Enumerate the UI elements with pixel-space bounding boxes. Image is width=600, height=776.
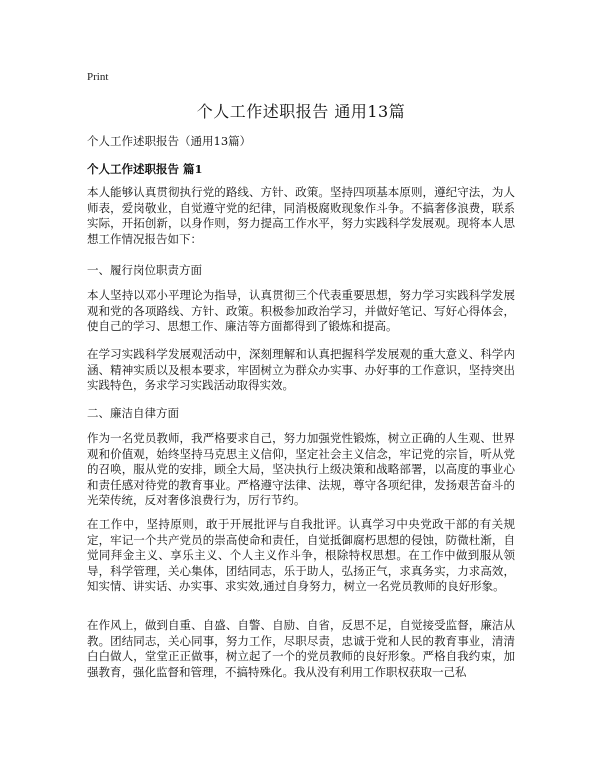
section-heading: 个人工作述职报告 篇1 bbox=[87, 162, 203, 176]
subheading-integrity: 二、廉洁自律方面 bbox=[87, 406, 179, 420]
paragraph-intro: 本人能够认真贯彻执行党的路线、方针、政策。坚持四项基本原则，遵纪守法，为人师表，爱岗敬业，自觉遵守党的纪律，同消极腐败现象作斗争。不搞奢侈浪费，联系实际，开拓创新，以身作则，努力提高工作水平，努力实践科学发展观。现将本人思想工作情况报告如下： bbox=[87, 185, 515, 246]
paragraph-style: 在作风上，做到自重、自盛、自警、自励、自省，反思不足，自觉接受监督，廉洁从教。团结同志，关心同事，努力工作，尽职尽责，忠诚于党和人民的教育事业，清清白白做人，堂堂正正做事，树立起了一个的党员教师的良好形象。严格自我约束，加强教育，强化监督和管理，不搞特殊化。我从没有利用工作职权获取一己私 bbox=[87, 618, 515, 679]
subheading-duties: 一、履行岗位职责方面 bbox=[87, 263, 202, 277]
paragraph-practice: 在学习实践科学发展观活动中，深刻理解和认真把握科学发展观的重大意义、科学内涵、精神实质以及根本要求，牢固树立为群众办实事、办好事的工作意识，坚持突出实践特色，务求学习实践活动取得实效。 bbox=[87, 347, 515, 393]
paragraph-work: 在工作中，坚持原则，敢于开展批评与自我批评。认真学习中央党政干部的有关规定，牢记一个共产党员的崇高使命和责任，自觉抵御腐朽思想的侵蚀，防微杜渐，自觉同拜金主义、享乐主义、个人主义作斗争，根除特权思想。在工作中做到服从领导，科学管理，关心集体，团结同志，乐于助人，弘扬正气，求真务实，力求高效，知实情、讲实话、办实事、求实效,通过自身努力，树立一名党员教师的良好形象。 bbox=[87, 517, 515, 594]
print-label[interactable]: Print bbox=[87, 71, 109, 83]
paragraph-duties: 本人坚持以邓小平理论为指导，认真贯彻三个代表重要思想，努力学习实践科学发展观和党的各项路线、方针、政策。积极参加政治学习，并做好笔记、写好心得体会，使自己的学习、思想工作、廉洁等方面都得到了锻炼和提高。 bbox=[87, 288, 515, 334]
paragraph-integrity: 作为一名党员教师，我严格要求自己，努力加强党性锻炼，树立正确的人生观、世界观和价值观，始终坚持马克思主义信仰，坚定社会主义信念，牢记党的宗旨，听从党的召唤，服从党的安排，顾全大局，坚决执行上级决策和战略部署，以高度的事业心和责任感对待党的教育事业。严格遵守法律、法规，尊守各项纪律，发扬艰苦奋斗的光荣传统，反对奢侈浪费行为，厉行节约。 bbox=[87, 431, 515, 508]
document-subtitle: 个人工作述职报告（通用13篇） bbox=[87, 134, 252, 148]
document-title: 个人工作述职报告 通用13篇 bbox=[196, 102, 406, 121]
